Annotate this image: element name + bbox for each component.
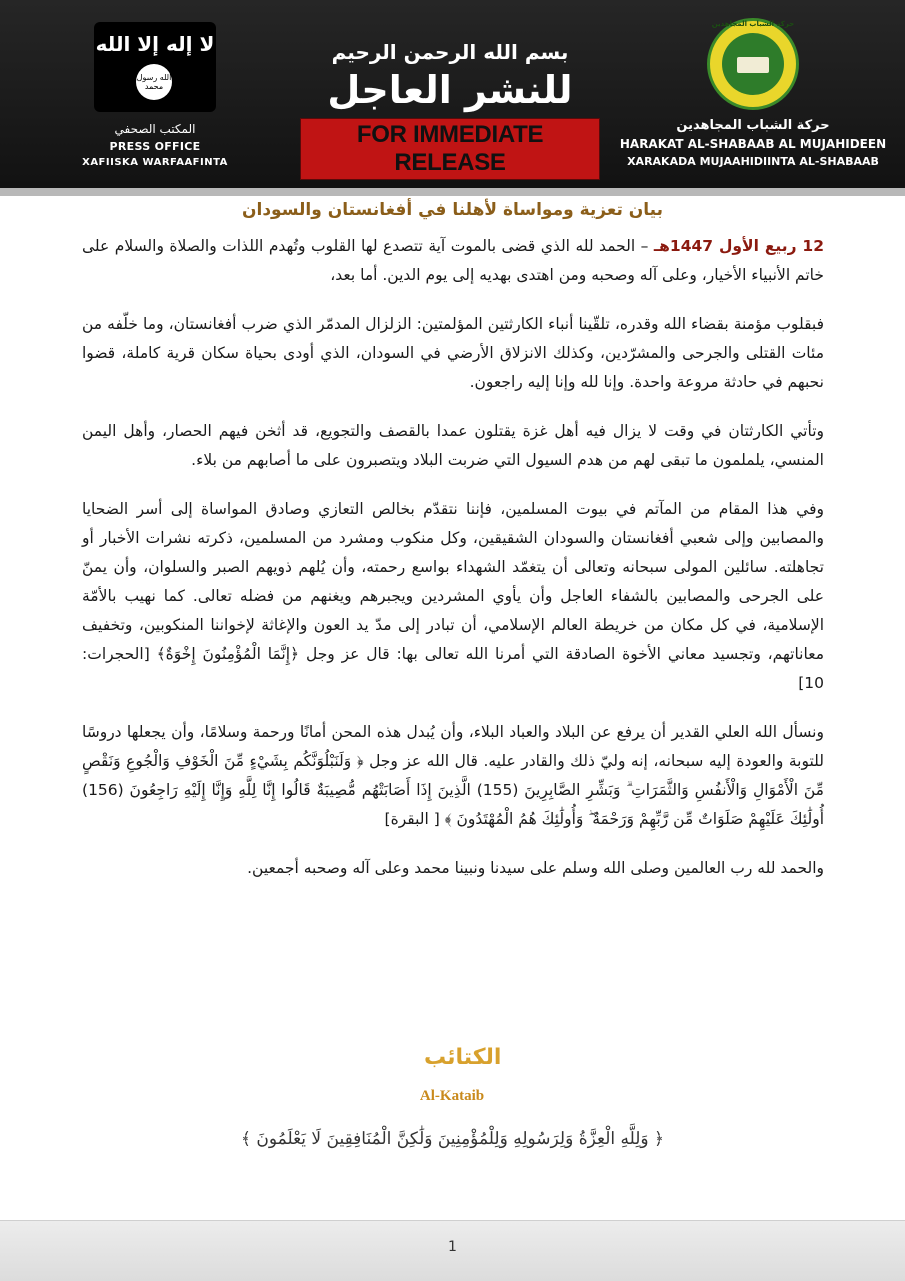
press-office-block <box>80 22 230 168</box>
seal-icon <box>136 64 172 100</box>
paragraph-5: ونسأل الله العلي القدير أن يرفع عن البلاد والعباد البلاء، وأن يُبدل هذه المحن أمانًا ورحمة وسلامًا، وأن يجعلها دروسًا للتوبة والعودة إليه سبحانه، إنه وليّ ذلك والقادر عليه. قال الله عز وجل ﴿ وَلَنَبْلُوَنَّكُم بِشَيْءٍ مِّنَ الْخَوْفِ وَالْجُوعِ وَنَقْصٍ مِّنَ الْأَمْوَالِ وَالْأَنفُسِ وَالثَّمَرَاتِ ۗ وَبَشِّرِ الصَّابِرِينَ (155) الَّذِينَ إِذَا أَصَابَتْهُم مُّصِيبَةٌ قَالُوا إِنَّا لِلَّهِ وَإِنَّا إِلَيْهِ رَاجِعُونَ (156) أُولَٰئِكَ عَلَيْهِمْ صَلَوَاتٌ مِّن رَّبِّهِمْ وَرَحْمَةٌ ۖ وَأُولَٰئِكَ هُمُ الْمُهْتَدُونَ ﴾ [ البقرة] <box>82 723 824 828</box>
press-office-somali: XAFIISKA WARFAAFINTA <box>82 157 228 168</box>
paragraph-1 <box>82 232 824 290</box>
press-office-arabic: المكتب الصحفي <box>114 122 196 136</box>
al-kataib-logo <box>402 1028 502 1105</box>
paragraph-4: وفي هذا المقام من المآتم في بيوت المسلمين، فإننا نتقدّم بخالص التعازي وصادق المواساة إلى أسر الضحايا والمصابين وإلى شعبي أفغانستان والسودان الشقيقين، وكل منكوب ومشرد من المسلمين، ذكرته نشرات الأخبار أو تجاهلته. سائلين المولى سبحانه وتعالى أن يتغمّد الشهداء بواسع رحمته، وأن يُلهم ذويهم الصبر والسلوان، وأن يمنّ على الجرحى والمصابين بالشفاء العاجل وأن يأوي المشردين ويجبرهم ويغنهم من فضله تعالى. كما نهيب بالأمّة الإسلامية، في كل مكان من خريطة العالم الإسلامي، أن تبادر إلى مدّ يد العون والإغاثة لإخواننا المنكوبين، وتخفيف معاناتهم، وتجسيد معاني الأخوة الصادقة التي أمرنا الله تعالى بها: قال عز وجل ﴿إِنَّمَا الْمُؤْمِنُونَ إِخْوَةٌ﴾ [الحجرات: 10] <box>82 500 824 692</box>
immediate-release-banner: FOR IMMEDIATE RELEASE <box>300 118 600 180</box>
paragraph-3: وتأتي الكارثتان في وقت لا يزال فيه أهل غزة يقتلون عمدا بالقصف والتجويع، قد أثخن فيهم الحصار، وأهل اليمن المنسي، يلملمون ما تبقى لهم من هدم السيول التي ضربت البلاد ويتصبرون على ما أصابهم من بلاء. <box>82 422 824 469</box>
organization-name-somali: XARAKADA MUJAAHIDIINTA AL-SHABAAB <box>627 155 879 168</box>
organization-name-arabic: حركة الشباب المجاهدين <box>676 118 830 133</box>
paragraph-1-text: – الحمد لله الذي قضى بالموت آية تتصدع لها القلوب وتُهدم اللذات والصلاة والسلام على خاتم الأنبياء الأخيار، وعلى آله وصحبه ومن اهتدى بهديه إلى يوم الدين. أما بعد، <box>82 237 824 284</box>
immediate-release-arabic: للنشر العاجل <box>327 68 573 112</box>
document-body <box>82 232 824 903</box>
page-number: 1 <box>448 1239 457 1255</box>
header-banner <box>0 0 905 188</box>
flag-text: لا إله إلا الله <box>95 32 215 56</box>
paragraph-6: والحمد لله رب العالمين وصلى الله وسلم على سيدنا ونبينا محمد وعلى آله وصحبه أجمعين. <box>247 859 824 877</box>
press-office-english: PRESS OFFICE <box>109 140 201 153</box>
document-title: بيان تعزية ومواساة لأهلنا في أفغانستان والسودان <box>242 200 663 220</box>
bismillah: بسم الله الرحمن الرحيم <box>331 40 569 64</box>
kataib-calligraphy-icon: الكتائب <box>424 1045 502 1070</box>
organization-logo-icon <box>707 18 799 110</box>
release-heading <box>300 40 600 180</box>
document-date: 12 ربيع الأول 1447هـ <box>653 237 824 255</box>
organization-name-english: HARAKAT AL-SHABAAB AL MUJAHIDEEN <box>619 137 887 151</box>
seal-text: الله رسول محمد <box>136 73 172 91</box>
logo-text: حركة الشباب المجاهدين <box>711 20 795 28</box>
book-icon <box>737 57 769 73</box>
kataib-label: Al-Kataib <box>419 1088 485 1104</box>
closing-verse: ﴿ وَلِلَّهِ الْعِزَّةُ وَلِرَسُولِهِ وَلِلْمُؤْمِنِينَ وَلَٰكِنَّ الْمُنَافِقِينَ لَا يَعْلَمُونَ ﴾ <box>240 1129 664 1149</box>
paragraph-2: فبقلوب مؤمنة بقضاء الله وقدره، تلقّينا أنباء الكارثتين المؤلمتين: الزلزال المدمّر الذي ضرب أفغانستان، وما خلّفه من مئات القتلى والجرحى والمشرّدين، وكذلك الانزلاق الأرضي في السودان، الذي أودى بحياة سكان قرية كاملة، قضوا نحبهم في حادثة مروعة واحدة. وإنا لله وإنا إليه راجعون. <box>82 315 824 391</box>
black-flag-icon <box>94 22 216 112</box>
header-divider <box>0 188 905 196</box>
organization-block <box>612 18 894 168</box>
page-footer <box>0 1220 905 1281</box>
